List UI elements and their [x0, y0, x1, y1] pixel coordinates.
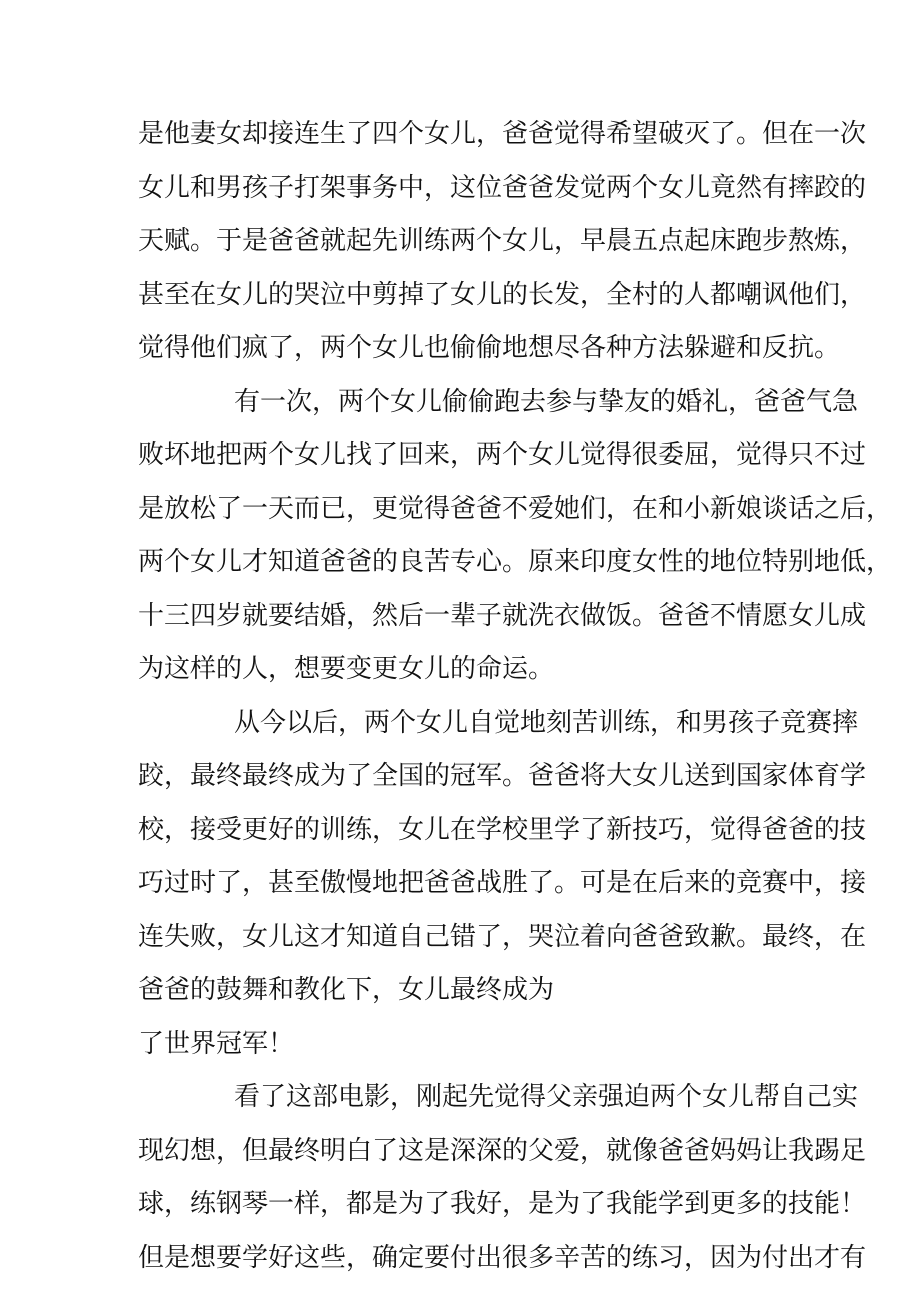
- text-line-16: 连失败，女儿这才知道自己错了，哭泣着向爸爸致歉。最终，在: [138, 921, 867, 952]
- text-line-9: 两个女儿才知道爸爸的良苦专心。原来印度女性的地位特别地低，: [138, 547, 893, 577]
- text-line-4: 甚至在女儿的哭泣中剪掉了女儿的长发，全村的人都嘲讽他们，: [138, 279, 867, 310]
- text-line-15: 巧过时了，甚至傲慢地把爸爸战胜了。可是在后来的竞赛中，接: [138, 868, 867, 898]
- text-line-14: 校，接受更好的训练，女儿在学校里学了新技巧，觉得爸爸的技: [138, 814, 867, 845]
- text-line-2: 女儿和男孩子打架事务中，这位爸爸发觉两个女儿竟然有摔跤的: [138, 172, 867, 203]
- text-line-1: 是他妻女却接连生了四个女儿，爸爸觉得希望破灭了。但在一次: [138, 119, 867, 149]
- text-line-7: 败坏地把两个女儿找了回来，两个女儿觉得很委屈，觉得只不过: [138, 440, 867, 470]
- body-text: [138, 108, 893, 1285]
- text-line-3: 天赋。于是爸爸就起先训练两个女儿，早晨五点起床跑步熬炼，: [138, 226, 867, 256]
- text-line-11: 为这样的人，想要变更女儿的命运。: [138, 654, 555, 684]
- text-line-17: 爸爸的鼓舞和教化下，女儿最终成为: [138, 975, 555, 1005]
- text-line-6: 有一次，两个女儿偷偷跑去参与挚友的婚礼，爸爸气急: [234, 386, 859, 417]
- text-line-12: 从今以后，两个女儿自觉地刻苦训练，和男孩子竞赛摔: [234, 707, 859, 738]
- text-line-19: 看了这部电影，刚起先觉得父亲强迫两个女儿帮自己实: [234, 1082, 859, 1112]
- text-line-22: 但是想要学好这些，确定要付出很多辛苦的练习，因为付出才有: [138, 1242, 867, 1273]
- text-line-8: 是放松了一天而已，更觉得爸爸不爱她们，在和小新娘谈话之后，: [138, 493, 893, 524]
- text-line-10: 十三四岁就要结婚，然后一辈子就洗衣做饭。爸爸不情愿女儿成: [138, 600, 867, 631]
- text-line-21: 球，练钢琴一样，都是为了我好，是为了我能学到更多的技能！: [138, 1189, 867, 1219]
- text-line-13: 跤，最终最终成为了全国的冠军。爸爸将大女儿送到国家体育学: [138, 761, 867, 791]
- text-line-5: 觉得他们疯了，两个女儿也偷偷地想尽各种方法躲避和反抗。: [138, 333, 841, 363]
- text-line-20: 现幻想，但最终明白了这是深深的父爱，就像爸爸妈妈让我踢足: [138, 1135, 867, 1166]
- text-line-18: 了世界冠军！: [138, 1028, 295, 1059]
